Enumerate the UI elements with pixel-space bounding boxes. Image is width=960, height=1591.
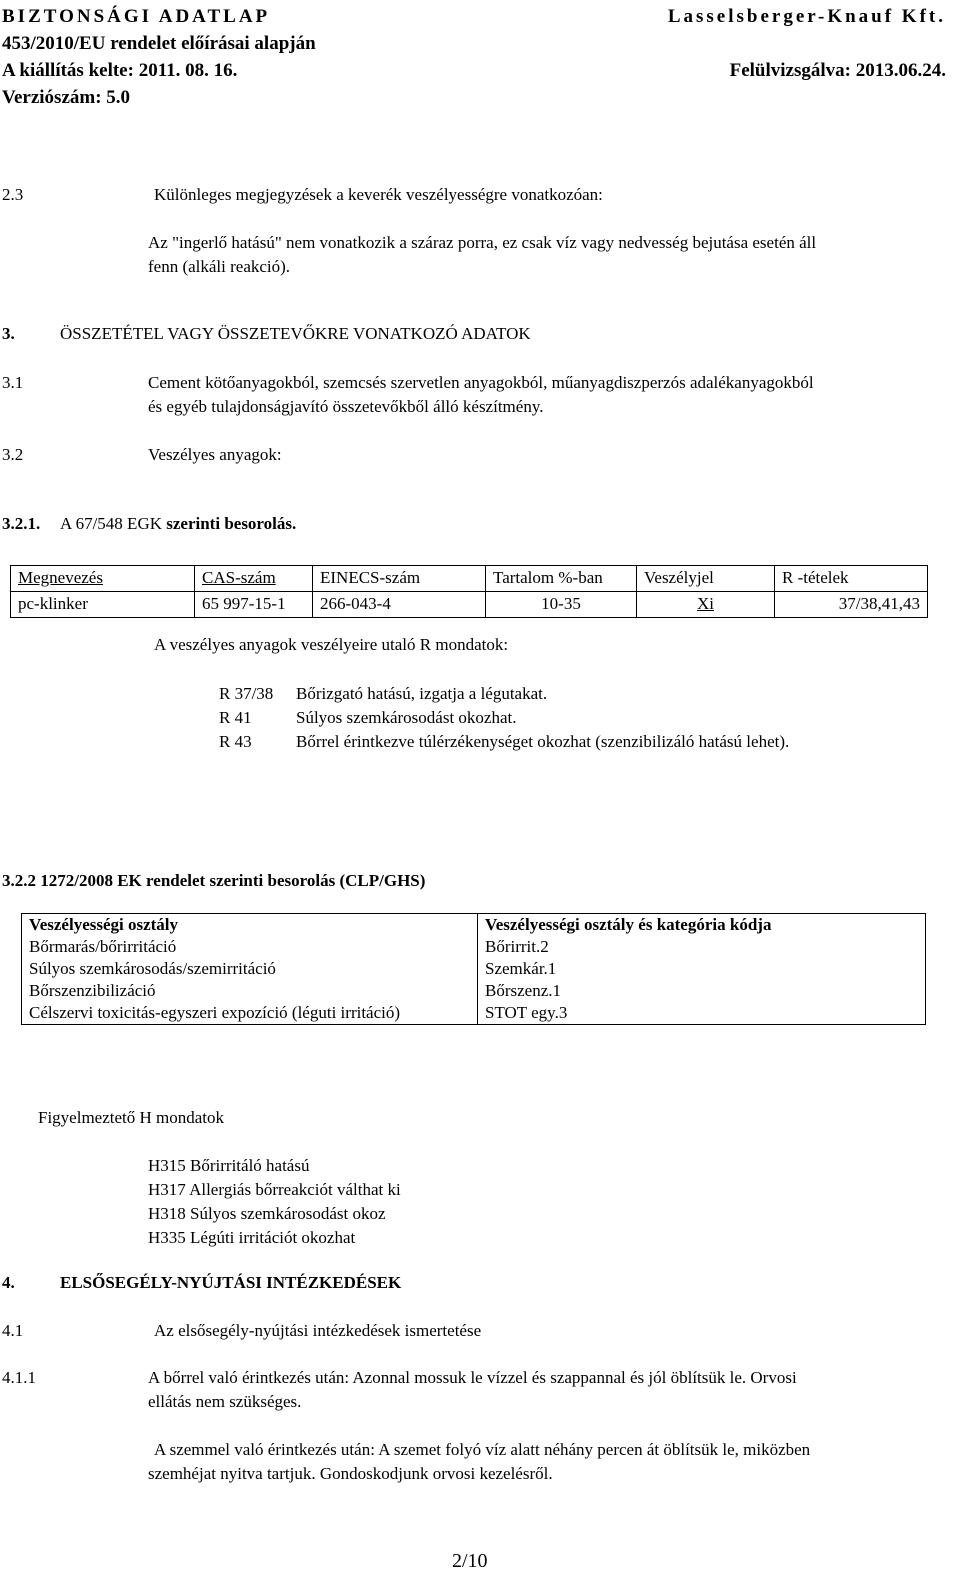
clp-classification-table — [21, 913, 926, 1025]
section-3-2-title: Veszélyes anyagok: — [148, 445, 282, 464]
r-phrase-text: Bőrizgató hatású, izgatja a légutakat. — [296, 684, 548, 703]
table-header-row — [11, 566, 928, 592]
cell-category-code: Szemkár.1 — [478, 958, 926, 980]
table-row — [11, 591, 928, 617]
table-row — [22, 980, 926, 1002]
col-header-hazard-symbol: Veszélyjel — [637, 566, 775, 592]
col-header-hazard-class: Veszélyességi osztály — [22, 914, 478, 937]
section-3-2-1-title — [60, 513, 296, 536]
section-3-2-1-number: 3.2.1. — [2, 514, 41, 533]
section-4-1-number: 4.1 — [2, 1321, 24, 1340]
version-number: Verziószám: 5.0 — [2, 87, 131, 108]
section-2-3-text-line-1: Az "ingerlő hatású" nem vonatkozik a száraz porra, ez csak víz vagy nedvesség bejutása esetén áll — [148, 233, 817, 252]
cell-content: 10-35 — [486, 591, 637, 617]
r-phrase-code: R 43 — [219, 732, 252, 751]
col-header-cas: CAS-szám — [195, 566, 313, 592]
r-phrase-code: R 37/38 — [219, 684, 274, 703]
section-2-3-title: Különleges megjegyzések a keverék veszélyességre vonatkozóan: — [154, 185, 603, 204]
table-header-row — [22, 914, 926, 937]
cell-category-code: Bőrirrit.2 — [478, 936, 926, 958]
cell-r-phrases: 37/38,41,43 — [775, 591, 928, 617]
r-phrase-text: Bőrrel érintkezve túlérzékenységet okozhat (szenzibilizáló hatású lehet). — [296, 732, 790, 751]
regulation-line: 453/2010/EU rendelet előírásai alapján — [2, 33, 316, 54]
section-3-1-number: 3.1 — [2, 373, 24, 392]
company-name: Lasselsberger-Knauf Kft. — [667, 6, 946, 27]
issue-date: A kiállítás kelte: 2011. 08. 16. — [2, 60, 238, 81]
r-phrase-text: Súlyos szemkárosodást okozhat. — [296, 708, 517, 727]
skin-contact-text-line-1: A bőrrel való érintkezés után: Azonnal mossuk le vízzel és szappannal és jól öblítsük le. Orvosi — [148, 1368, 797, 1387]
hazardous-substances-table — [10, 565, 928, 618]
cell-cas: 65 997-15-1 — [195, 591, 313, 617]
section-4-title: ELSŐSEGÉLY-NYÚJTÁSI INTÉZKEDÉSEK — [60, 1273, 402, 1292]
cell-category-code: Bőrszenz.1 — [478, 980, 926, 1002]
page-number: 2/10 — [452, 1550, 488, 1572]
section-3-2-number: 3.2 — [2, 445, 24, 464]
section-3-2-1-title-a: A 67/548 EGK — [60, 514, 162, 533]
r-phrases-intro: A veszélyes anyagok veszélyeire utaló R mondatok: — [154, 635, 509, 654]
section-3-title: ÖSSZETÉTEL VAGY ÖSSZETEVŐKRE VONATKOZÓ ADATOK — [60, 324, 531, 343]
col-header-name: Megnevezés — [11, 566, 195, 592]
eye-contact-text-line-1: A szemmel való érintkezés után: A szemet folyó víz alatt néhány percen át öblítsük le, miközben — [154, 1440, 811, 1459]
cell-hazard-class: Bőrszenzibilizáció — [22, 980, 478, 1002]
cell-hazard-class: Célszervi toxicitás-egyszeri expozíció (léguti irritáció) — [22, 1002, 478, 1025]
r-phrase-code: R 41 — [219, 708, 252, 727]
section-2-3-text-line-2: fenn (alkáli reakció). — [148, 257, 291, 276]
section-3-number: 3. — [2, 324, 15, 343]
section-4-number: 4. — [2, 1273, 15, 1292]
h-phrase: H318 Súlyos szemkárosodást okoz — [148, 1204, 386, 1223]
section-4-1-1-number: 4.1.1 — [2, 1368, 36, 1387]
eye-contact-text-line-2: szemhéjat nyitva tartjuk. Gondoskodjunk orvosi kezelésről. — [148, 1464, 553, 1483]
table-row — [22, 936, 926, 958]
section-3-2-1-title-b: szerinti besorolás. — [166, 514, 297, 533]
cell-einecs: 266-043-4 — [313, 591, 486, 617]
revision-date: Felülvizsgálva: 2013.06.24. — [729, 60, 946, 81]
col-header-r-phrases: R -tételek — [775, 566, 928, 592]
col-header-content: Tartalom %-ban — [486, 566, 637, 592]
document-title: BIZTONSÁGI ADATLAP — [2, 6, 271, 27]
cell-category-code: STOT egy.3 — [478, 1002, 926, 1025]
cell-hazard-class: Bőrmarás/bőrirritáció — [22, 936, 478, 958]
skin-contact-text-line-2: ellátás nem szükséges. — [148, 1392, 302, 1411]
cell-hazard-symbol: Xi — [637, 591, 775, 617]
h-phrase: H335 Légúti irritációt okozhat — [148, 1228, 356, 1247]
cell-name: pc-klinker — [11, 591, 195, 617]
section-3-1-text-line-2: és egyéb tulajdonságjavító összetevőkből álló készítmény. — [148, 397, 544, 416]
h-phrase: H315 Bőrirritáló hatású — [148, 1156, 310, 1175]
section-4-1-title: Az elsősegély-nyújtási intézkedések ismertetése — [154, 1321, 482, 1340]
col-header-einecs: EINECS-szám — [313, 566, 486, 592]
h-phrases-title: Figyelmeztető H mondatok — [38, 1108, 225, 1127]
table-row — [22, 1002, 926, 1025]
cell-hazard-class: Súlyos szemkárosodás/szemirritáció — [22, 958, 478, 980]
table-row — [22, 958, 926, 980]
h-phrase: H317 Allergiás bőrreakciót válthat ki — [148, 1180, 401, 1199]
section-3-1-text-line-1: Cement kötőanyagokból, szemcsés szervetlen anyagokból, műanyagdiszperzós adalékanyagokból — [148, 373, 814, 392]
col-header-category-code: Veszélyességi osztály és kategória kódja — [478, 914, 926, 937]
section-3-2-2-title: 3.2.2 1272/2008 EK rendelet szerinti besorolás (CLP/GHS) — [2, 871, 426, 890]
section-2-3-number: 2.3 — [2, 185, 24, 204]
